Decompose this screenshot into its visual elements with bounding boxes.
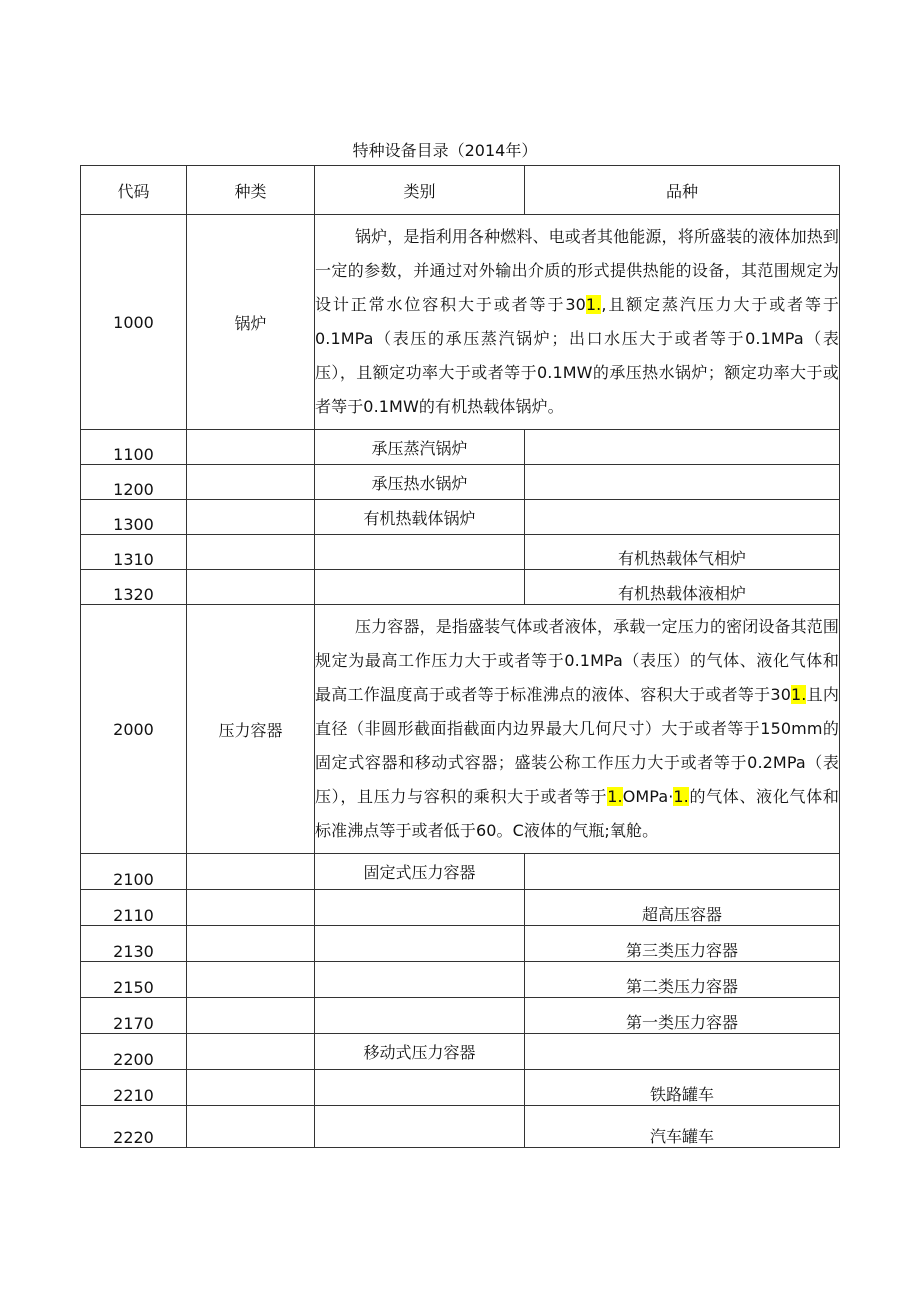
row-variety: 第一类压力容器	[525, 998, 840, 1034]
table-row	[81, 465, 840, 500]
row-kind: 压力容器	[187, 605, 315, 854]
row-variety: 第二类压力容器	[525, 962, 840, 998]
row-description	[315, 215, 840, 430]
row-category: 承压热水锅炉	[315, 465, 525, 500]
desc-text: 锅炉，是指利用各种燃料、电或者其他能源，将所盛装的液体加热到一定的参数，并通过对外输出介质的形式提供热能的设备，其范围规定为设计正常水位容积大于或者等于30	[315, 227, 839, 314]
row-code: 2210	[81, 1070, 187, 1106]
row-category	[315, 535, 525, 570]
row-code: 1310	[81, 535, 187, 570]
desc-text: 的气体、液化气体和标准沸点等于或者低于60。C液体的气瓶;氧舱。	[315, 787, 839, 840]
row-category: 有机热载体锅炉	[315, 500, 525, 535]
row-kind-cell	[187, 890, 315, 926]
row-kind: 锅炉	[187, 215, 315, 430]
row-variety: 有机热载体气相炉	[525, 535, 840, 570]
table-row	[81, 1070, 840, 1106]
table-row	[81, 570, 840, 605]
table-row	[81, 430, 840, 465]
row-code: 1200	[81, 465, 187, 500]
row-variety: 汽车罐车	[525, 1106, 840, 1148]
table-row	[81, 926, 840, 962]
row-kind-cell	[187, 926, 315, 962]
row-kind-cell	[187, 570, 315, 605]
row-kind-cell	[187, 1070, 315, 1106]
table-row-boiler	[81, 215, 840, 430]
row-code: 1000	[81, 215, 187, 430]
row-code: 1320	[81, 570, 187, 605]
row-code: 2110	[81, 890, 187, 926]
table-header-row	[81, 166, 840, 215]
page-title: 特种设备目录（2014年）	[352, 141, 538, 160]
equipment-catalog-table	[80, 165, 840, 1148]
row-kind-cell	[187, 854, 315, 890]
row-code: 2130	[81, 926, 187, 962]
row-category	[315, 1070, 525, 1106]
table-row	[81, 1034, 840, 1070]
row-variety	[525, 1034, 840, 1070]
row-description	[315, 605, 840, 854]
row-category: 移动式压力容器	[315, 1034, 525, 1070]
row-code: 2220	[81, 1106, 187, 1148]
header-code: 代码	[81, 166, 187, 215]
row-category	[315, 570, 525, 605]
row-kind-cell	[187, 1106, 315, 1148]
row-variety	[525, 500, 840, 535]
row-variety: 第三类压力容器	[525, 926, 840, 962]
row-category: 承压蒸汽锅炉	[315, 430, 525, 465]
table-row	[81, 535, 840, 570]
row-variety: 超高压容器	[525, 890, 840, 926]
row-variety	[525, 430, 840, 465]
row-code: 1300	[81, 500, 187, 535]
row-category	[315, 998, 525, 1034]
row-kind-cell	[187, 465, 315, 500]
row-variety: 有机热载体液相炉	[525, 570, 840, 605]
row-variety	[525, 854, 840, 890]
row-variety	[525, 465, 840, 500]
table-row	[81, 962, 840, 998]
row-kind-cell	[187, 1034, 315, 1070]
highlight-mark: 1.	[585, 295, 602, 314]
desc-text: 压力容器，是指盛装气体或者液体，承载一定压力的密闭设备其范围规定为最高工作压力大于或者等于0.1MPa（表压）的气体、液化气体和最高工作温度高于或者等于标准沸点的液体、容积大于或者等于30	[315, 617, 839, 704]
table-row-pressure-vessel	[81, 605, 840, 854]
table-row	[81, 854, 840, 890]
row-kind-cell	[187, 535, 315, 570]
highlight-mark: 1.	[790, 685, 807, 704]
header-category: 类别	[315, 166, 525, 215]
row-kind-cell	[187, 430, 315, 465]
highlight-mark: 1.	[607, 787, 623, 806]
row-code: 2000	[81, 605, 187, 854]
row-code: 2200	[81, 1034, 187, 1070]
table-row	[81, 1106, 840, 1148]
row-category	[315, 962, 525, 998]
row-code: 2150	[81, 962, 187, 998]
row-category	[315, 890, 525, 926]
row-kind-cell	[187, 998, 315, 1034]
desc-text: ,且额定蒸汽压力大于或者等于0.1MPa（表压的承压蒸汽锅炉；出口水压大于或者等于0.1MPa（表压），且额定功率大于或者等于0.1MW的承压热水锅炉；额定功率大于或者等于0.1MW的有机热载体锅炉。	[315, 295, 839, 416]
table-row	[81, 500, 840, 535]
table-row	[81, 998, 840, 1034]
header-variety: 品种	[525, 166, 840, 215]
row-variety: 铁路罐车	[525, 1070, 840, 1106]
header-kind: 种类	[187, 166, 315, 215]
desc-text: OMPa·	[622, 787, 674, 806]
row-category: 固定式压力容器	[315, 854, 525, 890]
table-row	[81, 890, 840, 926]
desc-text: 且内直径（非圆形截面指截面内边界最大几何尺寸）大于或者等于150mm的固定式容器和移动式容器；盛装公称工作压力大于或者等于0.2MPa（表压），且压力与容积的乘积大于或者等于	[315, 685, 839, 806]
row-code: 2170	[81, 998, 187, 1034]
row-code: 1100	[81, 430, 187, 465]
row-code: 2100	[81, 854, 187, 890]
highlight-mark: 1.	[673, 787, 689, 806]
row-kind-cell	[187, 962, 315, 998]
row-category	[315, 926, 525, 962]
row-category	[315, 1106, 525, 1148]
row-kind-cell	[187, 500, 315, 535]
